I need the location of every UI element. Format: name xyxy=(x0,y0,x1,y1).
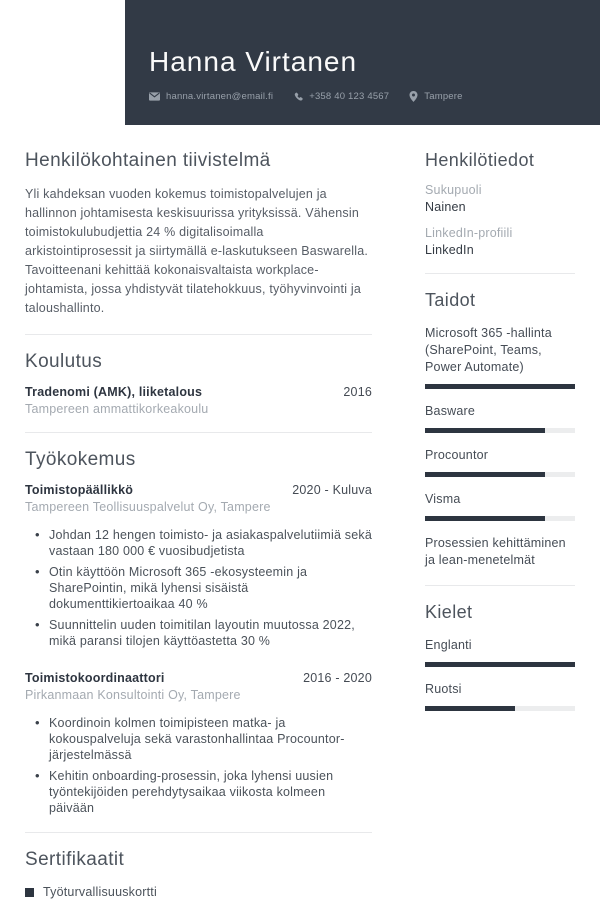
skill-bar-fill xyxy=(425,428,545,433)
person-name: Hanna Virtanen xyxy=(149,46,358,77)
phone-icon xyxy=(293,92,303,102)
skill-label: Basware xyxy=(425,404,476,418)
degree-year: 2016 xyxy=(343,385,372,399)
skill-item xyxy=(425,535,575,569)
skills-title: Taidot xyxy=(425,290,476,310)
skill-bar xyxy=(425,428,575,433)
degree-title: Tradenomi (AMK), liiketalous xyxy=(25,385,203,399)
job-bullet-list xyxy=(25,527,372,649)
job-period: 2016 - 2020 xyxy=(303,671,372,685)
skill-item xyxy=(425,491,575,521)
field-label: Sukupuoli xyxy=(425,183,482,197)
job-bullet-list xyxy=(25,715,372,816)
divider xyxy=(25,432,372,433)
language-bar-fill xyxy=(425,662,575,667)
certificates-title: Sertifikaatit xyxy=(25,849,125,870)
job-role: Toimistokoordinaattori xyxy=(25,671,165,685)
skill-bar xyxy=(425,516,575,521)
divider xyxy=(25,334,372,335)
school-name: Tampereen ammattikorkeakoulu xyxy=(25,402,209,416)
language-bar xyxy=(425,662,575,667)
experience-title: Työkokemus xyxy=(25,449,136,470)
language-bar xyxy=(425,706,575,711)
phone-text: +358 40 123 4567 xyxy=(309,91,390,102)
main-column xyxy=(25,150,372,899)
skill-label: Visma xyxy=(425,492,461,506)
job-entry xyxy=(25,483,372,649)
contact-location xyxy=(409,91,462,102)
certificate-item xyxy=(25,885,372,899)
email-icon xyxy=(149,92,160,101)
skill-item xyxy=(425,447,575,477)
divider xyxy=(25,832,372,833)
skill-label: Prosessien kehittäminen ja lean-menetelmät xyxy=(425,536,566,567)
section-education xyxy=(25,351,372,416)
language-item xyxy=(425,681,575,711)
divider xyxy=(425,585,575,586)
contact-phone xyxy=(293,91,389,102)
job-bullet: • Kehitin onboarding-prosessin, joka lyhensi uusien työntekijöiden perehdytysaikaa viikosta kolmeen päivään xyxy=(49,768,372,816)
language-label: Ruotsi xyxy=(425,682,462,696)
skill-bar xyxy=(425,384,575,389)
contact-email xyxy=(149,91,273,102)
section-personal xyxy=(425,150,575,257)
skill-label: Procountor xyxy=(425,448,489,462)
skill-bar-fill xyxy=(425,384,575,389)
square-bullet-icon xyxy=(25,888,34,897)
divider xyxy=(425,273,575,274)
language-bar-fill xyxy=(425,706,515,711)
resume-body xyxy=(0,125,600,899)
section-summary xyxy=(25,150,372,318)
education-title: Koulutus xyxy=(25,351,103,372)
language-label: Englanti xyxy=(425,638,472,652)
job-entry xyxy=(25,671,372,816)
job-bullet: • Otin käyttöön Microsoft 365 -ekosysteemin ja SharePointin, mikä lyhensi sisäistä dokumenttikiertoaikaa 40 % xyxy=(49,564,372,612)
personal-title: Henkilötiedot xyxy=(425,150,535,170)
job-company: Tampereen Teollisuuspalvelut Oy, Tampere xyxy=(25,500,271,514)
language-item xyxy=(425,637,575,667)
personal-field xyxy=(425,226,575,257)
contact-row xyxy=(149,91,600,102)
section-certificates xyxy=(25,849,372,899)
skill-bar-fill xyxy=(425,472,545,477)
skill-item xyxy=(425,325,575,389)
field-value: LinkedIn xyxy=(425,243,474,257)
languages-title: Kielet xyxy=(425,602,473,622)
job-bullet: • Johdan 12 hengen toimisto- ja asiakaspalvelutiimiä sekä vastaan 180 000 € vuosibudjetista xyxy=(49,527,372,559)
summary-text: Yli kahdeksan vuoden kokemus toimistopalvelujen ja hallinnon johtamisesta keskisuurissa yrityksissä. Vähensin toimistokulubudjettia 24 % digitalisoimalla arkistointiprosessit ja siirtymällä e-laskutukseen Baswarella. Tavoitteenani kehittää kokonaisvaltaista workplace-johtamista, jossa yhdistyvät tilatehokkuus, työhyvinvointi ja taloushallinto. xyxy=(25,187,369,315)
personal-field xyxy=(425,183,575,214)
location-text: Tampere xyxy=(424,91,463,102)
skill-item xyxy=(425,403,575,433)
section-languages xyxy=(425,602,575,711)
job-role: Toimistopäällikkö xyxy=(25,483,134,497)
field-label: LinkedIn-profiili xyxy=(425,226,513,240)
summary-title: Henkilökohtainen tiivistelmä xyxy=(25,150,271,171)
field-value: Nainen xyxy=(425,200,466,214)
side-column xyxy=(425,150,575,899)
skill-label: Microsoft 365 -hallinta (SharePoint, Teams, Power Automate) xyxy=(425,326,552,374)
job-bullet: • Suunnittelin uuden toimitilan layoutin muutossa 2022, mikä paransi tilojen käyttöastetta 30 % xyxy=(49,617,372,649)
section-skills xyxy=(425,290,575,569)
location-pin-icon xyxy=(409,91,418,102)
certificate-label: Työturvallisuuskortti xyxy=(43,885,157,899)
job-bullet: • Koordinoin kolmen toimipisteen matka- ja kokouspalveluja sekä varastonhallintaa Procountor-järjestelmässä xyxy=(49,715,372,763)
job-company: Pirkanmaan Konsultointi Oy, Tampere xyxy=(25,688,241,702)
education-entry xyxy=(25,385,372,416)
header-banner xyxy=(125,0,600,125)
email-text: hanna.virtanen@email.fi xyxy=(166,91,274,102)
skill-bar xyxy=(425,472,575,477)
skill-bar-fill xyxy=(425,516,545,521)
job-period: 2020 - Kuluva xyxy=(292,483,372,497)
section-experience xyxy=(25,449,372,816)
